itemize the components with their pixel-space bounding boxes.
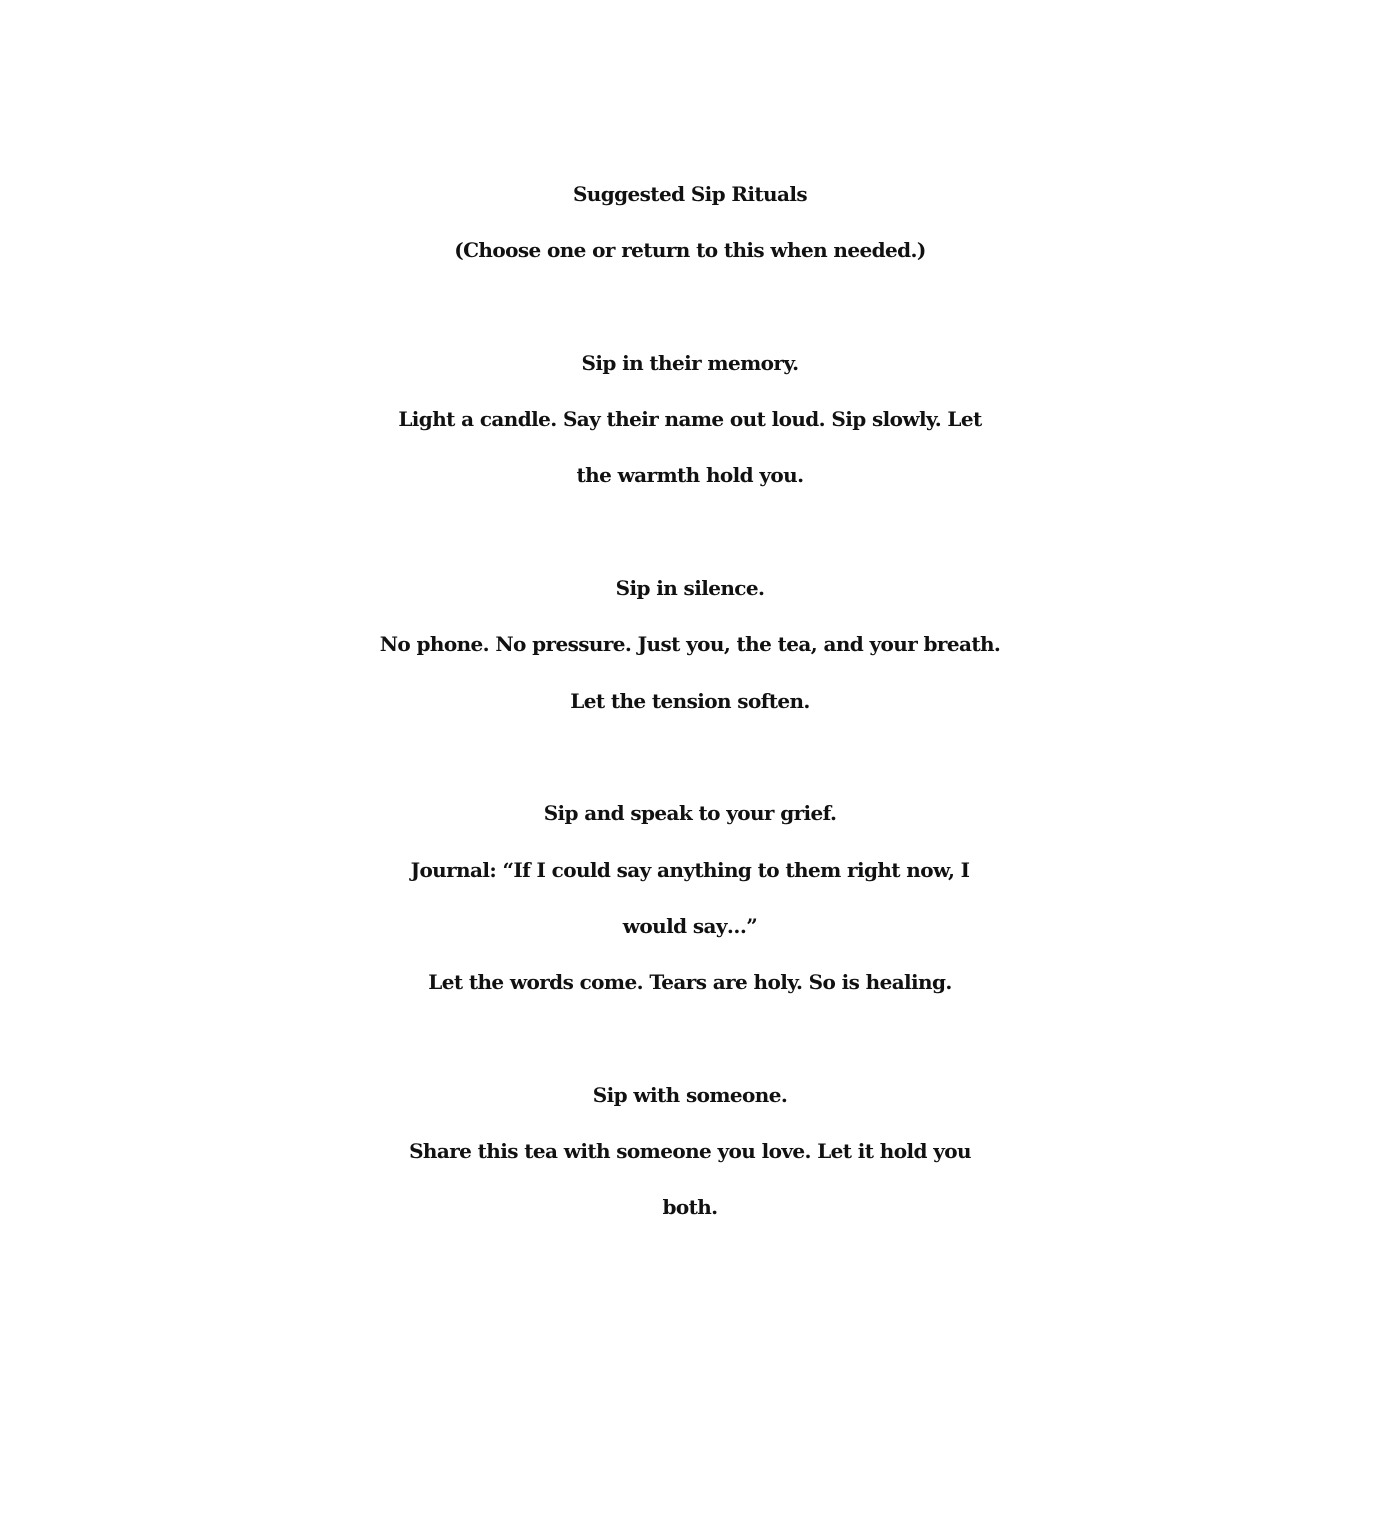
ritual-heading: Sip in silence. [615, 576, 765, 601]
page-title: Suggested Sip Rituals [572, 182, 808, 206]
document-page [0, 166, 1380, 1236]
ritual-section-grief [0, 785, 1380, 1010]
spacer [0, 729, 1380, 785]
ritual-text-line: would say…” [622, 913, 758, 938]
ritual-text-line: both. [662, 1195, 718, 1220]
spacer [0, 279, 1380, 335]
ritual-text-line: Share this tea with someone you love. Let it hold you [409, 1139, 971, 1164]
ritual-text-line: the warmth hold you. [576, 463, 804, 488]
ritual-text-line: Light a candle. Say their name out loud. Sip slowly. Let [398, 407, 982, 432]
ritual-text-line: No phone. No pressure. Just you, the tea, and your breath. [379, 632, 1001, 657]
spacer [0, 1010, 1380, 1066]
ritual-heading: Sip with someone. [592, 1082, 788, 1107]
ritual-heading: Sip in their memory. [581, 350, 799, 375]
ritual-text-line: Journal: “If I could say anything to them right now, I [410, 857, 970, 882]
ritual-text-line: Let the tension soften. [570, 688, 810, 713]
ritual-section-memory [0, 335, 1380, 504]
ritual-section-silence [0, 560, 1380, 729]
spacer [0, 504, 1380, 560]
ritual-heading: Sip and speak to your grief. [543, 801, 837, 826]
ritual-section-someone [0, 1067, 1380, 1236]
page-subtitle: (Choose one or return to this when needed.) [454, 238, 926, 263]
ritual-text-line: Let the words come. Tears are holy. So is healing. [428, 970, 952, 995]
